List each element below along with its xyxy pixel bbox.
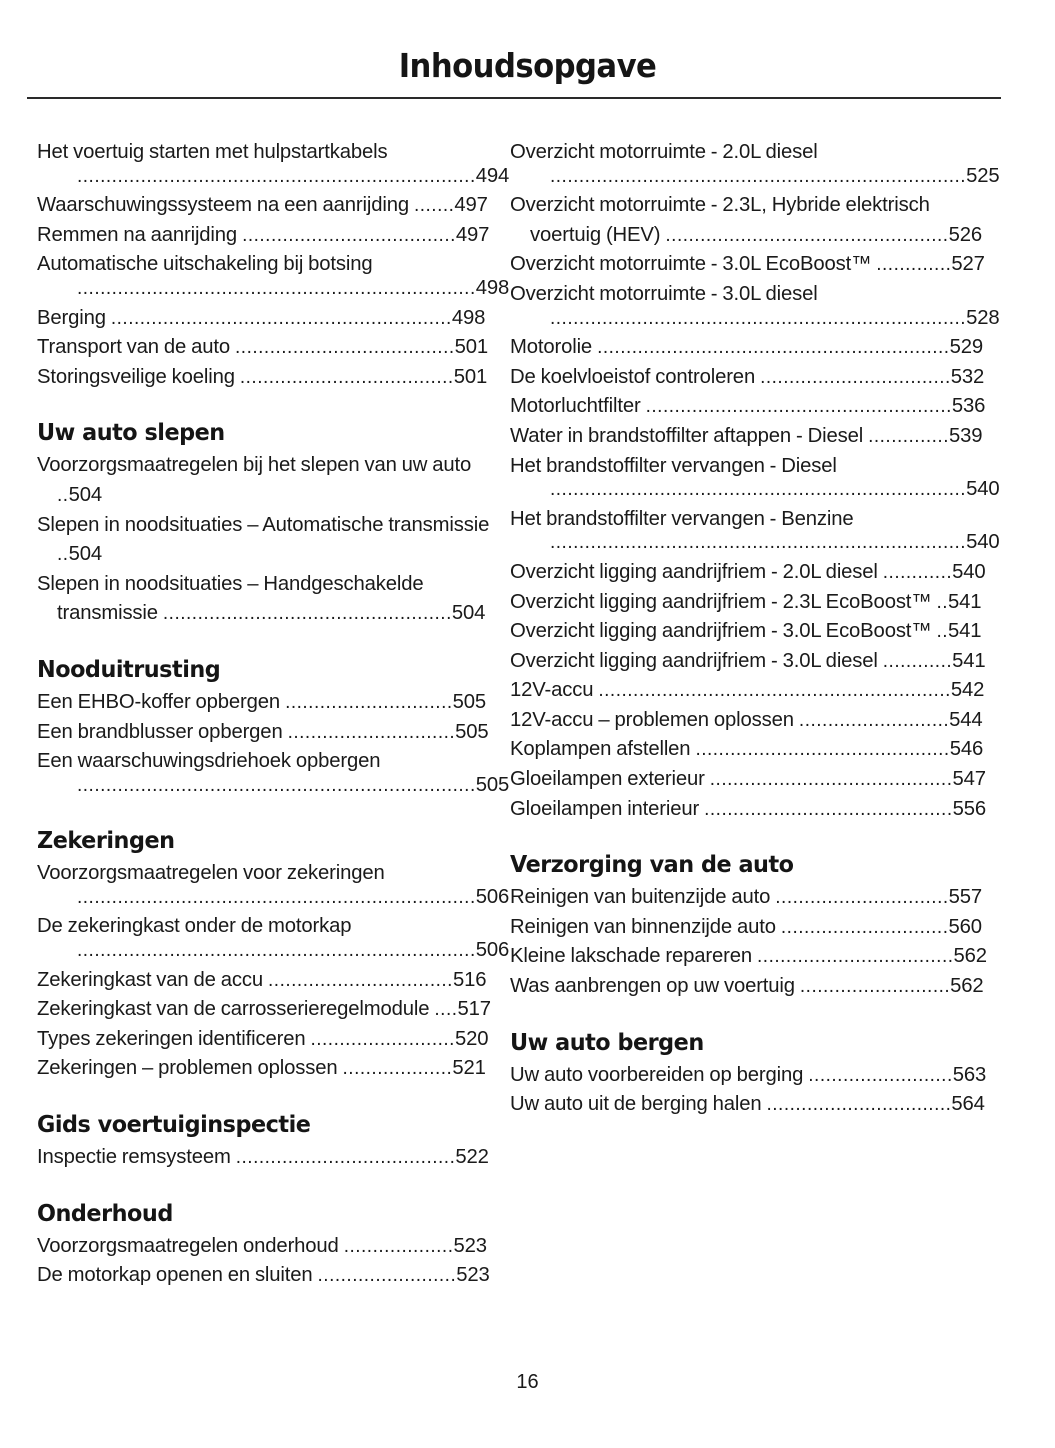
toc-entry-label: Transport van de auto <box>37 336 231 359</box>
toc-leader-dots: ..................................... <box>239 366 454 388</box>
toc-entry-label: Overzicht motorruimte - 2.3L, Hybride elektrisch voertuig (HEV) <box>510 194 935 246</box>
toc-entry-label: Motorolie <box>510 336 593 359</box>
toc-entry-tail <box>530 528 1000 558</box>
toc-entry-label: Water in brandstoffilter aftappen - Diesel <box>510 424 864 447</box>
toc-entry-list <box>37 138 510 392</box>
toc-entry-tail <box>799 709 983 731</box>
toc-page-number: 532 <box>950 365 985 388</box>
toc-entry[interactable] <box>37 995 492 1025</box>
toc-leader-dots: .... <box>434 999 458 1021</box>
toc-leader-dots: ................................ <box>766 1094 952 1116</box>
toc-entry-label: Waarschuwingssysteem na een aanrijding <box>37 194 409 217</box>
toc-entry-label: Voorzorgsmaatregelen onderhoud <box>37 1234 339 1257</box>
toc-entry[interactable] <box>510 883 988 913</box>
toc-page-number: 528 <box>966 306 1000 329</box>
toc-leader-dots: .......................... <box>798 709 950 731</box>
toc-page-number: 564 <box>951 1093 985 1116</box>
toc-entry-tail <box>57 936 510 966</box>
toc-entry-label: Zekeringkast van de carrosserieregelmodule <box>37 998 430 1021</box>
toc-entry-label: Koplampen afstellen <box>510 738 691 761</box>
toc-entry-tail <box>695 738 983 760</box>
toc-leader-dots: ........................................................................ <box>550 532 967 554</box>
toc-entry-label: Voorzorgsmaatregelen bij het slepen van uw auto <box>37 454 472 477</box>
toc-entry-tail <box>414 194 488 216</box>
toc-page-number: 541 <box>948 620 982 643</box>
toc-entry[interactable] <box>510 706 988 736</box>
toc-leader-dots: ..................................................................... <box>77 886 476 908</box>
toc-entry[interactable] <box>37 250 510 303</box>
toc-entry-list <box>510 1061 988 1120</box>
toc-page-number: 526 <box>948 223 982 246</box>
toc-leader-dots: .................................. <box>757 946 954 968</box>
toc-entry-label: Het brandstoffilter vervangen - Diesel <box>510 454 837 477</box>
toc-page-number: 506 <box>475 885 510 908</box>
toc-entry[interactable] <box>37 304 492 334</box>
toc-entry[interactable] <box>510 363 988 393</box>
toc-leader-dots: ..................................................................... <box>77 165 476 187</box>
toc-entry-list <box>510 883 988 1001</box>
toc-entry-tail <box>57 274 510 304</box>
toc-leader-dots: ............. <box>876 254 952 276</box>
toc-entry-tail <box>242 224 489 246</box>
toc-leader-dots: .............. <box>868 425 949 447</box>
toc-entry-label: 12V-accu – problemen oplossen <box>510 708 794 731</box>
toc-leader-dots: ..................................................................... <box>77 940 476 962</box>
toc-entry[interactable] <box>510 452 1000 505</box>
toc-entry[interactable] <box>510 250 988 280</box>
toc-page-number: 498 <box>475 276 510 299</box>
toc-entry[interactable] <box>37 363 492 393</box>
toc-entry[interactable] <box>37 718 492 748</box>
toc-entry-tail <box>57 162 510 192</box>
toc-entry-tail <box>868 425 982 447</box>
toc-page-number: 540 <box>952 560 986 583</box>
toc-page-number: 529 <box>949 336 983 359</box>
toc-entry[interactable] <box>510 588 988 618</box>
toc-entry-tail <box>434 998 491 1020</box>
toc-entry-tail <box>775 886 982 908</box>
toc-entry[interactable] <box>37 1232 492 1262</box>
toc-entry[interactable] <box>37 511 492 570</box>
toc-entry[interactable] <box>37 747 510 800</box>
toc-entry-tail <box>318 1264 490 1286</box>
toc-page-number: 517 <box>457 998 491 1021</box>
toc-entry-tail <box>597 336 983 358</box>
toc-page-number: 505 <box>452 690 487 713</box>
toc-leader-dots: .. <box>936 591 948 613</box>
toc-page-number: 540 <box>966 531 1000 554</box>
toc-leader-dots: .. <box>57 484 69 506</box>
toc-entry[interactable] <box>510 392 988 422</box>
toc-columns <box>0 138 1055 1291</box>
toc-entry[interactable] <box>510 735 988 765</box>
toc-entry-label: Een waarschuwingsdriehoek opbergen <box>37 750 381 773</box>
toc-entry-tail <box>268 969 486 991</box>
toc-entry[interactable] <box>37 221 492 251</box>
toc-entry-tail <box>936 620 981 642</box>
toc-entry[interactable] <box>37 1143 492 1173</box>
toc-leader-dots: ............ <box>882 561 953 583</box>
toc-entry-tail <box>111 307 485 329</box>
toc-entry-tail <box>760 366 984 388</box>
toc-entry[interactable] <box>37 1025 492 1055</box>
toc-leader-dots: .......................................... <box>709 769 953 791</box>
toc-page-number: 504 <box>68 483 102 506</box>
toc-entry-label: Overzicht motorruimte - 3.0L EcoBoost™ <box>510 253 872 276</box>
toc-entry[interactable] <box>510 676 988 706</box>
toc-leader-dots: ........................................................................ <box>550 479 967 501</box>
toc-entry-list <box>37 1143 492 1173</box>
toc-page-number: 536 <box>951 395 986 418</box>
toc-leader-dots: ........................................................................ <box>550 165 967 187</box>
toc-entry-tail <box>808 1064 986 1086</box>
toc-entry-tail <box>598 679 984 701</box>
toc-leader-dots: ...................................... <box>235 337 455 359</box>
toc-entry-label: Automatische uitschakeling bij botsing <box>37 253 373 276</box>
toc-entry-tail <box>57 543 102 565</box>
toc-page-number: 505 <box>475 773 510 796</box>
toc-entry[interactable] <box>37 333 492 363</box>
toc-section-heading: Zekeringen <box>37 826 175 855</box>
toc-entry-label: Het brandstoffilter vervangen - Benzine <box>510 507 854 530</box>
toc-entry-label: 12V-accu <box>510 679 594 702</box>
toc-entry[interactable] <box>37 859 510 912</box>
toc-entry[interactable] <box>37 1261 492 1291</box>
toc-entry-tail <box>646 395 986 417</box>
toc-page-number: 504 <box>68 543 102 566</box>
toc-entry[interactable] <box>37 688 492 718</box>
toc-page-number: 541 <box>948 590 982 613</box>
toc-page-number: 504 <box>451 602 486 625</box>
toc-page-number: 523 <box>456 1264 490 1287</box>
toc-leader-dots: ..................................................................... <box>77 277 476 299</box>
toc-entry-label: Gloeilampen interieur <box>510 797 700 820</box>
toc-entry-label: Gloeilampen exterieur <box>510 768 705 791</box>
toc-leader-dots: ........................ <box>317 1265 457 1287</box>
toc-page-number: 501 <box>454 336 489 359</box>
toc-entry[interactable] <box>37 191 492 221</box>
toc-entry[interactable] <box>510 422 988 452</box>
toc-page-number: 546 <box>949 738 984 761</box>
toc-entry-label: Uw auto voorbereiden op berging <box>510 1063 804 1086</box>
toc-entry[interactable] <box>510 617 988 647</box>
toc-entry-tail <box>876 253 985 275</box>
toc-page-number: 563 <box>952 1063 987 1086</box>
toc-page-number: 556 <box>952 797 987 820</box>
toc-page-number: 525 <box>966 164 1000 187</box>
toc-page-number: 498 <box>451 306 486 329</box>
toc-entry-tail <box>936 591 981 613</box>
toc-page-number: 562 <box>953 945 987 968</box>
toc-entry-label: Zekeringkast van de accu <box>37 968 264 991</box>
toc-entry[interactable] <box>510 558 988 588</box>
toc-page-number: 494 <box>475 164 510 187</box>
toc-entry-tail <box>883 650 986 672</box>
toc-entry[interactable] <box>37 570 492 629</box>
toc-leader-dots: .......................... <box>799 976 951 998</box>
toc-entry-tail <box>240 366 487 388</box>
toc-entry[interactable] <box>510 505 1000 558</box>
toc-leader-dots: ..................................................................... <box>77 774 476 796</box>
toc-entry-label: De motorkap openen en sluiten <box>37 1264 313 1287</box>
toc-entry-list <box>37 1232 492 1291</box>
toc-entry-tail <box>236 1146 489 1168</box>
toc-entry-tail <box>767 1093 985 1115</box>
toc-entry-label: De zekeringkast onder de motorkap <box>37 915 352 938</box>
toc-page-number: 541 <box>952 649 986 672</box>
toc-page-number: 505 <box>455 720 489 743</box>
toc-entry-tail <box>781 916 982 938</box>
toc-entry[interactable] <box>37 912 510 965</box>
toc-entry-label: Overzicht ligging aandrijfriem - 3.0L diesel <box>510 649 878 672</box>
toc-entry-tail <box>57 883 510 913</box>
toc-page-number: 522 <box>455 1146 489 1169</box>
toc-page-number: 557 <box>948 886 983 909</box>
toc-leader-dots: ................................. <box>760 366 951 388</box>
toc-entry[interactable] <box>510 913 988 943</box>
toc-entry-label: Kleine lakschade repareren <box>510 945 753 968</box>
toc-page-number: 501 <box>453 365 488 388</box>
toc-section-heading: Nooduitrusting <box>37 654 221 683</box>
toc-page-number: 527 <box>951 253 985 276</box>
toc-entry-label: Overzicht ligging aandrijfriem - 3.0L EcoBoost™ <box>510 620 932 643</box>
toc-entry-tail <box>235 336 488 358</box>
toc-section-heading: Onderhoud <box>37 1198 173 1227</box>
toc-entry[interactable] <box>37 1054 492 1084</box>
toc-entry-tail <box>665 224 982 246</box>
toc-entry[interactable] <box>37 451 492 510</box>
toc-entry-tail <box>530 162 1000 192</box>
toc-entry-label: Een brandblusser opbergen <box>37 720 283 743</box>
toc-entry-label: Het voertuig starten met hulpstartkabels <box>37 141 388 163</box>
toc-leader-dots: ............ <box>882 650 953 672</box>
toc-leader-dots: ......................... <box>808 1064 953 1086</box>
toc-entry-list <box>37 688 510 800</box>
toc-entry-list <box>37 451 492 629</box>
toc-entry-label: Types zekeringen identificeren <box>37 1027 306 1050</box>
toc-page-number: 506 <box>475 939 510 962</box>
toc-page-number: 542 <box>950 679 985 702</box>
toc-entry[interactable] <box>510 1061 988 1091</box>
header-divider <box>27 97 1001 99</box>
toc-entry[interactable] <box>510 942 988 972</box>
toc-page-number: 562 <box>950 975 984 998</box>
toc-entry[interactable] <box>510 280 1000 333</box>
toc-entry-label: Overzicht ligging aandrijfriem - 2.0L diesel <box>510 560 878 583</box>
toc-entry[interactable] <box>510 795 988 825</box>
toc-entry-label: Reinigen van buitenzijde auto <box>510 886 771 909</box>
toc-leader-dots: ................................................. <box>665 224 949 246</box>
toc-leader-dots: ........................................................................ <box>550 307 967 329</box>
toc-entry-label: Uw auto uit de berging halen <box>510 1093 762 1116</box>
toc-entry-list <box>510 138 1000 824</box>
toc-entry-label: Was aanbrengen op uw voertuig <box>510 975 795 998</box>
toc-page-number: 497 <box>454 194 488 217</box>
toc-page-number: 539 <box>948 424 983 447</box>
toc-page-number: 521 <box>452 1057 486 1080</box>
toc-entry-tail <box>57 484 102 506</box>
toc-leader-dots: ................... <box>342 1058 453 1080</box>
toc-leader-dots: ..................................................... <box>645 396 952 418</box>
toc-entry[interactable] <box>37 966 492 996</box>
toc-entry[interactable] <box>510 647 988 677</box>
toc-section-heading: Gids voertuiginspectie <box>37 1110 311 1139</box>
toc-leader-dots: ............................................................. <box>597 337 950 359</box>
toc-leader-dots: ........................................................... <box>110 307 452 329</box>
toc-leader-dots: ............................. <box>287 721 456 743</box>
toc-page-number: 497 <box>455 223 490 246</box>
toc-page-number: 540 <box>966 478 1000 501</box>
toc-entry-tail <box>344 1235 487 1257</box>
toc-entry-tail <box>530 475 1000 505</box>
toc-entry-label: Slepen in noodsituaties – Automatische transmissie <box>37 513 490 536</box>
toc-leader-dots: .............................. <box>775 887 949 909</box>
toc-entry-tail <box>757 945 987 967</box>
toc-leader-dots: ......................... <box>310 1028 455 1050</box>
toc-leader-dots: ............................................................. <box>598 680 951 702</box>
toc-entry-tail <box>530 304 1000 334</box>
toc-section-heading: Uw auto slepen <box>37 418 225 447</box>
toc-entry-label: Overzicht ligging aandrijfriem - 2.3L EcoBoost™ <box>510 590 932 613</box>
toc-leader-dots: ........................................... <box>704 798 953 820</box>
toc-section-heading: Verzorging van de auto <box>510 850 794 879</box>
toc-leader-dots: .................................................. <box>162 603 452 625</box>
toc-entry-tail <box>800 975 984 997</box>
toc-page-number: 547 <box>952 768 986 791</box>
toc-entry[interactable] <box>510 972 988 1002</box>
toc-leader-dots: .. <box>57 544 69 566</box>
toc-leader-dots: ................................ <box>268 969 453 991</box>
toc-entry-tail <box>883 561 986 583</box>
toc-entry-tail <box>310 1028 488 1050</box>
toc-leader-dots: ...................................... <box>235 1147 456 1169</box>
toc-leader-dots: ............................................ <box>695 739 950 761</box>
toc-entry-tail <box>704 798 986 820</box>
toc-page-number: 560 <box>948 915 982 938</box>
toc-entry-tail <box>57 771 510 801</box>
toc-column-right <box>510 138 1055 1291</box>
toc-leader-dots: ............................. <box>285 691 453 713</box>
toc-entry-label: Storingsveilige koeling <box>37 365 235 388</box>
toc-entry-label: Inspectie remsysteem <box>37 1146 231 1169</box>
toc-entry-label: Zekeringen – problemen oplossen <box>37 1057 338 1080</box>
toc-section-heading: Uw auto bergen <box>510 1027 704 1056</box>
toc-entry-label: Een EHBO-koffer opbergen <box>37 690 281 713</box>
toc-page-number: 516 <box>452 968 487 991</box>
toc-entry-tail <box>710 768 986 790</box>
toc-leader-dots: ................... <box>343 1235 454 1257</box>
toc-leader-dots: ..................................... <box>242 224 456 246</box>
toc-page-number: 544 <box>949 708 983 731</box>
toc-entry-label: Reinigen van binnenzijde auto <box>510 915 776 938</box>
toc-entry-tail <box>288 721 489 743</box>
toc-entry-label: Voorzorgsmaatregelen voor zekeringen <box>37 862 385 885</box>
toc-leader-dots: .. <box>936 621 948 643</box>
toc-entry-label: Remmen na aanrijding <box>37 223 238 246</box>
toc-entry[interactable] <box>510 138 1000 191</box>
toc-entry-label: Slepen in noodsituaties – Handgeschakelde transmissie <box>37 572 429 625</box>
toc-entry-label: De koelvloeistof controleren <box>510 365 756 388</box>
toc-page-number: 520 <box>454 1027 489 1050</box>
toc-entry-label: Overzicht motorruimte - 2.0L diesel <box>510 141 818 163</box>
page-title: Inhoudsopgave <box>398 46 657 85</box>
toc-entry-label: Overzicht motorruimte - 3.0L diesel <box>510 282 818 305</box>
toc-entry-tail <box>163 602 485 624</box>
toc-entry[interactable] <box>510 333 988 363</box>
toc-entry-tail <box>343 1057 486 1079</box>
toc-column-left <box>0 138 510 1291</box>
toc-entry-label: Motorluchtfilter <box>510 395 641 418</box>
page-number: 16 <box>516 1371 539 1393</box>
toc-entry[interactable] <box>510 765 988 795</box>
toc-entry-label: Berging <box>37 306 106 329</box>
toc-page-number: 523 <box>453 1234 487 1257</box>
toc-leader-dots: ....... <box>413 195 455 217</box>
toc-entry[interactable] <box>37 138 510 191</box>
toc-entry[interactable] <box>510 1090 988 1120</box>
toc-entry-list <box>37 859 510 1084</box>
toc-entry[interactable] <box>510 191 988 250</box>
toc-leader-dots: ............................. <box>780 916 949 938</box>
toc-entry-tail <box>285 691 486 713</box>
